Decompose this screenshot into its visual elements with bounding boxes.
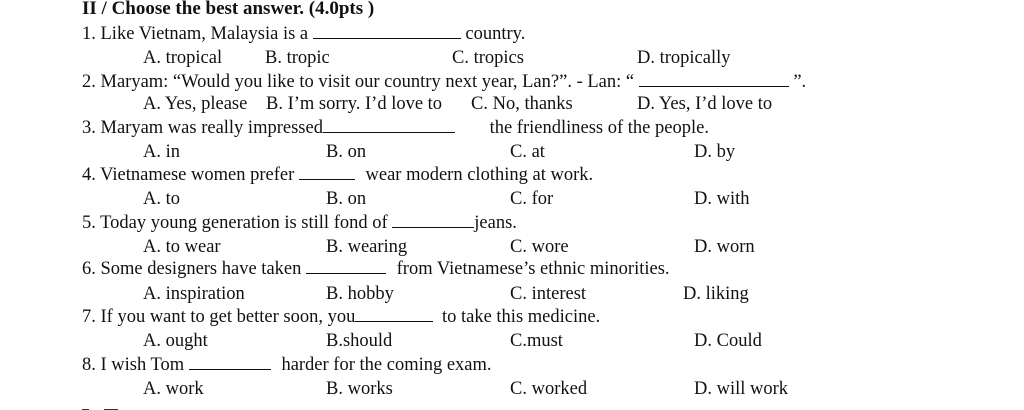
question-text-after: wear modern clothing at work. [365,165,594,185]
option-c[interactable]: C. worked [510,379,588,399]
option-b[interactable]: B. on [326,189,367,209]
option-a[interactable]: A. in [143,142,180,162]
option-d[interactable]: D. Yes, I’d love to [637,94,773,114]
question-number: 5. [82,213,96,233]
question-number: 7. [82,307,96,327]
question-text-after: ”. [793,72,807,92]
question-number: 8. [82,355,96,375]
option-b[interactable]: B. hobby [326,284,394,304]
answer-blank[interactable] [313,23,461,39]
question-number: 6. [82,259,96,279]
question-8 [82,354,492,376]
option-d[interactable]: D. worn [694,237,755,257]
option-c[interactable]: C. for [510,189,554,209]
option-a[interactable]: A. ought [143,331,208,351]
question-text: I wish Tom [100,355,185,375]
option-b[interactable]: B. tropic [265,48,330,68]
option-b[interactable]: B. works [326,379,393,399]
answer-blank[interactable] [639,71,789,87]
option-c[interactable]: C. interest [510,284,587,304]
question-5 [82,212,517,234]
option-d[interactable]: D. liking [683,284,749,304]
answer-blank[interactable] [392,212,474,228]
option-a[interactable]: A. Yes, please [143,94,248,114]
option-d[interactable]: D. tropically [637,48,731,68]
option-a[interactable]: A. tropical [143,48,223,68]
option-b[interactable]: B. I’m sorry. I’d love to [266,94,443,114]
question-6 [82,258,670,280]
question-7 [82,306,600,328]
question-number: 1. [82,24,96,44]
question-text: Today young generation is still fond of [100,213,388,233]
option-c[interactable]: C. No, thanks [471,94,573,114]
option-d[interactable]: D. will work [694,379,789,399]
option-b[interactable]: B. wearing [326,237,408,257]
question-text: If you want to get better soon, you [100,307,356,327]
answer-blank[interactable] [355,306,433,322]
question-text-after: the friendliness of the people. [489,118,709,138]
question-text-after: country. [465,24,526,44]
option-a[interactable]: A. work [143,379,204,399]
question-4 [82,164,593,186]
question-3 [82,117,709,139]
option-a[interactable]: A. inspiration [143,284,245,304]
question-text: Like Vietnam, Malaysia is a [100,24,309,44]
question-text: Maryam was really impressed [100,118,323,138]
option-d[interactable]: D. by [694,142,736,162]
clipped-text-fragment [82,403,502,410]
option-b[interactable]: B. on [326,142,367,162]
answer-blank[interactable] [323,117,455,133]
option-c[interactable]: C. wore [510,237,569,257]
question-text-after: from Vietnamese’s ethnic minorities. [396,259,670,279]
option-a[interactable]: A. to wear [143,237,221,257]
option-d[interactable]: D. Could [694,331,762,351]
clipped-next-line [82,400,502,410]
answer-blank[interactable] [306,258,386,274]
answer-blank[interactable] [299,164,355,180]
question-2 [82,71,806,93]
question-text: Maryam: “Would you like to visit our country next year, Lan?”. - Lan: “ [100,72,635,92]
answer-blank[interactable] [189,354,271,370]
question-number: 3. [82,118,96,138]
option-c[interactable]: C. at [510,142,545,162]
question-text: Some designers have taken [100,259,302,279]
option-c[interactable]: C. tropics [452,48,524,68]
question-1 [82,23,525,45]
option-d[interactable]: D. with [694,189,750,209]
question-number: 4. [82,165,96,185]
question-text-after: harder for the coming exam. [281,355,492,375]
option-b[interactable]: B.should [326,331,393,351]
question-number: 2. [82,72,96,92]
option-c[interactable]: C.must [510,331,563,351]
question-text-after: jeans. [474,213,517,233]
question-text-after: to take this medicine. [441,307,601,327]
option-a[interactable]: A. to [143,189,180,209]
section-title: II / Choose the best answer. (4.0pts ) [82,0,375,19]
question-text: Vietnamese women prefer [100,165,295,185]
